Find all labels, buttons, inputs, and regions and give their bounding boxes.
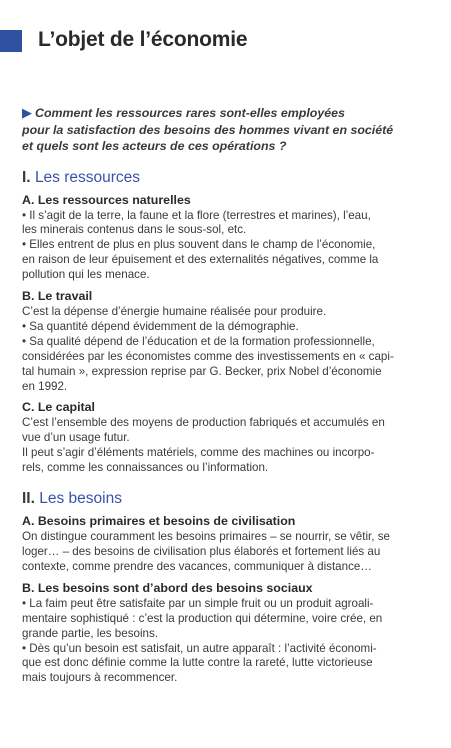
text-line: • La faim peut être satisfaite par un simple fruit ou un produit agroali- bbox=[22, 596, 374, 610]
subsection-heading: A. Besoins primaires et besoins de civilisation bbox=[22, 514, 296, 529]
subsection-heading: B. Les besoins sont d’abord des besoins sociaux bbox=[22, 580, 313, 595]
text-line: Il peut s’agir d’éléments matériels, comme des machines ou incorpo- bbox=[22, 446, 375, 460]
text-line: • Elles entrent de plus en plus souvent dans le champ de l’économie, bbox=[22, 238, 376, 252]
text-line: • Il s’agit de la terre, la faune et la flore (terrestres et marines), l’eau, bbox=[22, 208, 371, 222]
text-line: que est donc définie comme la lutte contre la rareté, lutte victorieuse bbox=[22, 656, 373, 670]
text-line: mais toujours à recommencer. bbox=[22, 671, 178, 685]
intro-line: pour la satisfaction des besoins des hommes vivant en société bbox=[22, 122, 394, 137]
text-line: • Dès qu’un besoin est satisfait, un autre apparaît : l’activité économi- bbox=[22, 641, 377, 655]
paragraph bbox=[22, 530, 429, 575]
section-title-ressources bbox=[22, 169, 429, 187]
text-line: • Sa qualité dépend de l’éducation et de la formation professionnelle, bbox=[22, 334, 375, 348]
text-line: mentaire sophistiqué : c’est la production qui détermine, voire crée, en bbox=[22, 611, 383, 625]
subsection-heading: C. Le capital bbox=[22, 400, 95, 415]
intro-line: ▶ Comment les ressources rares sont-elles employées bbox=[22, 105, 345, 120]
subsection-heading: B. Le travail bbox=[22, 289, 93, 304]
text-line: grande partie, les besoins. bbox=[22, 626, 158, 640]
text-line: tal humain », expression reprise par G. Becker, prix Nobel d’économie bbox=[22, 364, 382, 378]
text-line: loger… – des besoins de civilisation plus élaborés et fortement liés au bbox=[22, 545, 381, 558]
header-accent-square bbox=[0, 30, 22, 52]
text-line: On distingue couramment les besoins primaires – se nourrir, se vêtir, se bbox=[22, 530, 390, 544]
section-number: II. bbox=[22, 490, 35, 508]
intro-question bbox=[22, 105, 429, 155]
subsection-heading: A. Les ressources naturelles bbox=[22, 192, 191, 207]
intro-line: et quels sont les acteurs de ces opérations ? bbox=[22, 139, 287, 153]
section-name: Les ressources bbox=[34, 168, 141, 186]
text-line: contexte, comme prendre des vacances, communiquer à distance… bbox=[22, 559, 372, 573]
paragraph bbox=[22, 597, 429, 686]
text-line: • Sa quantité dépend évidemment de la démographie. bbox=[22, 319, 299, 333]
paragraph bbox=[22, 209, 429, 284]
text-line: C’est l’ensemble des moyens de production fabriqués et accumulés en bbox=[22, 416, 385, 430]
paragraph bbox=[22, 416, 429, 476]
triangle-right-icon: ▶ bbox=[22, 105, 32, 120]
section-number: I. bbox=[22, 168, 31, 186]
text-line: en 1992. bbox=[22, 379, 68, 393]
text-line: les minerais contenus dans le sous-sol, etc. bbox=[22, 223, 247, 237]
text-line: en raison de leur épuisement et des externalités négatives, comme la bbox=[22, 253, 379, 267]
page-title: L’objet de l’économie bbox=[38, 28, 248, 51]
document-body bbox=[22, 105, 429, 686]
text-line: vue d’un usage futur. bbox=[22, 431, 130, 445]
text-line: C’est la dépense d’énergie humaine réalisée pour produire. bbox=[22, 305, 327, 319]
text-line: rels, comme les connaissances ou l’information. bbox=[22, 461, 269, 475]
section-name: Les besoins bbox=[39, 490, 122, 508]
paragraph bbox=[22, 305, 429, 394]
section-title-besoins bbox=[22, 490, 429, 508]
text-line: considérées par les économistes comme des investissements en « capi- bbox=[22, 349, 394, 363]
page-header bbox=[0, 28, 451, 54]
text-line: pollution qui les menace. bbox=[22, 268, 150, 282]
